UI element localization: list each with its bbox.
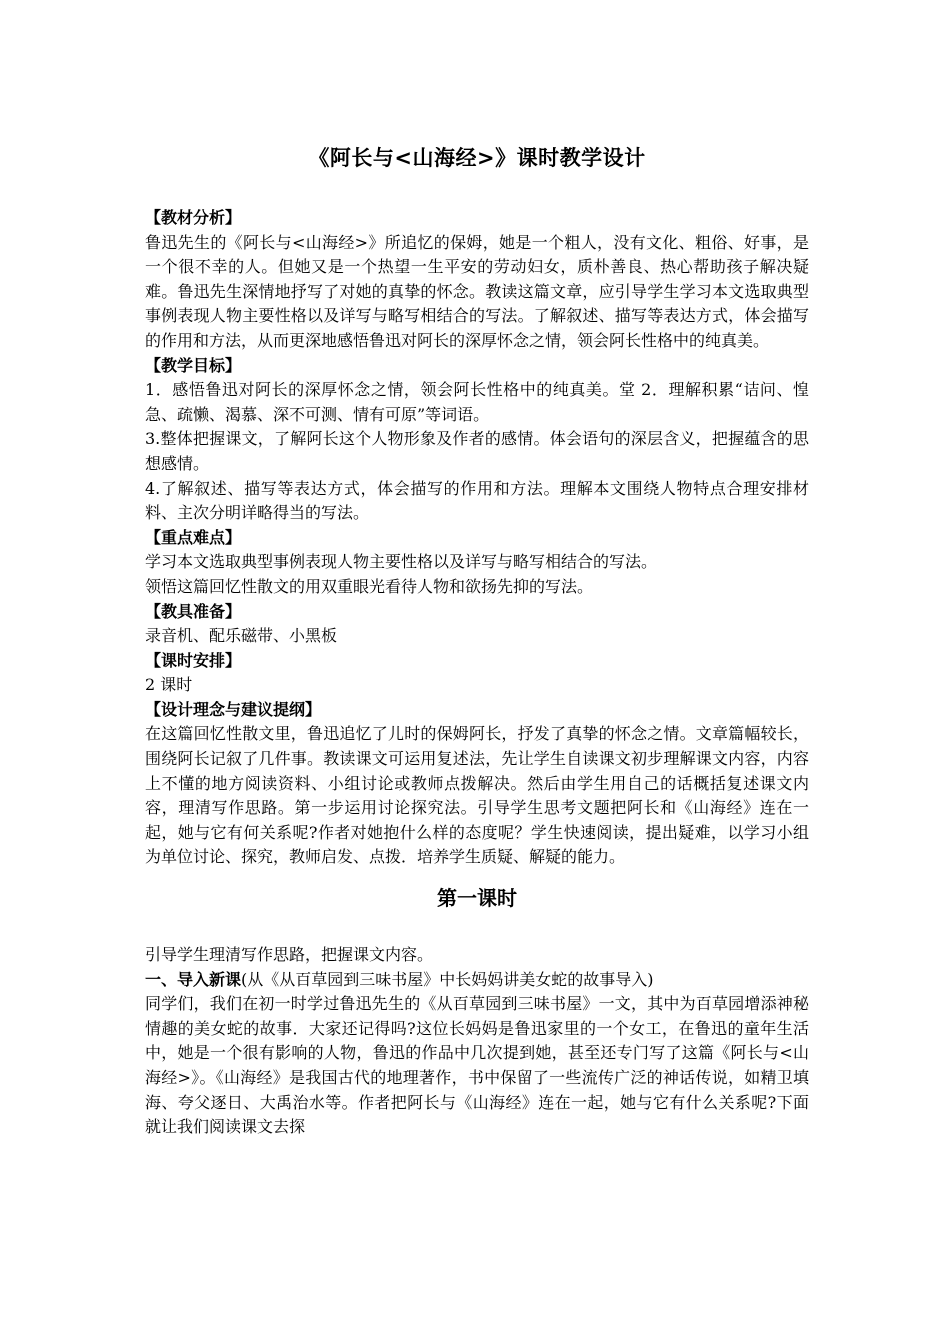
paragraph: 领悟这篇回忆性散文的用双重眼光看待人物和欲扬先抑的写法。 xyxy=(145,576,594,596)
paragraph: 学习本文选取典型事例表现人物主要性格以及详写与略写相结合的写法。 xyxy=(145,552,658,572)
section-heading: 【重点难点】 xyxy=(145,527,242,547)
section-heading: 【教材分析】 xyxy=(145,208,242,227)
section-schedule xyxy=(145,649,809,698)
paragraph: 同学们，我们在初一时学过鲁迅先生的《从百草园到三味书屋》一文，其中为百草园增添神秘情趣的美女蛇的故事．大家还记得吗?这位长妈妈是鲁迅家里的一个女工，在鲁迅的童年生活中，她是一个很有影响的人物，鲁迅的作品中几次提到她，甚至还专门写了这篇《阿长与<山海经>》。《山海经》是我国古代的地理著作，书中保留了一些流传广泛的神话传说，如精卫填海、夸父逐日、大禹治水等。作者把阿长与《山海经》连在一起，她与它有什么关系呢?下面就让我们阅读课文去探 xyxy=(145,994,809,1137)
document-title: 《阿长与<山海经>》课时教学设计 xyxy=(308,146,646,170)
section-textbook-analysis xyxy=(145,206,809,354)
chapter-title: 第一课时 xyxy=(437,886,517,911)
step-label: 一、导入新课 xyxy=(145,969,242,989)
section-design-concept xyxy=(145,698,809,870)
section-heading: 【设计理念与建议提纲】 xyxy=(145,699,322,719)
paragraph: 1．感悟鲁迅对阿长的深厚怀念之情，领会阿长性格中的纯真美。堂 2．理解积累“诘问、惶急、疏懒、渴慕、深不可测、情有可原”等词语。 xyxy=(145,380,809,424)
document-page xyxy=(145,143,809,1140)
section-heading: 【课时安排】 xyxy=(145,650,242,670)
paragraph: 2 课时 xyxy=(145,675,193,695)
section-teaching-goals xyxy=(145,354,809,526)
paragraph: 录音机、配乐磁带、小黑板 xyxy=(145,626,338,646)
section-key-points xyxy=(145,526,809,600)
section-heading: 【教具准备】 xyxy=(145,601,242,621)
section-teaching-aids xyxy=(145,600,809,649)
chapter-intro: 引导学生理清写作思路，把握课文内容。 xyxy=(145,945,434,965)
paragraph: 3.整体把握课文，了解阿长这个人物形象及作者的感情。体会语句的深层含义，把握蕴含的思想感情。 xyxy=(145,429,809,473)
section-heading: 【教学目标】 xyxy=(145,355,242,375)
paragraph: 在这篇回忆性散文里，鲁迅追忆了儿时的保姆阿长，抒发了真挚的怀念之情。文章篇幅较长，围绕阿长记叙了几件事。教读课文可运用复述法，先让学生自读课文初步理解课文内容，内容上不懂的地方阅读资料、小组讨论或教师点拨解决。然后由学生用自己的话概括复述课文内容，理清写作思路。第一步运用讨论探究法。引导学生思考文题把阿长和《山海经》连在一起，她与它有何关系呢?作者对她抱什么样的态度呢？学生快速阅读，提出疑难，以学习小组为单位讨论、探究，教师启发、点拨．培养学生质疑、解疑的能力。 xyxy=(145,724,809,867)
paragraph: 4.了解叙述、描写等表达方式，体会描写的作用和方法。理解本文围绕人物特点合理安排材料、主次分明详略得当的写法。 xyxy=(145,478,809,523)
step-heading xyxy=(145,968,809,993)
step-note: (从《从百草园到三味书屋》中长妈妈讲美女蛇的故事导入) xyxy=(241,969,654,989)
paragraph: 鲁迅先生的《阿长与<山海经>》所追忆的保姆，她是一个粗人，没有文化、粗俗、好事，是一个很不幸的人。但她又是一个热望一生平安的劳动妇女，质朴善良、热心帮助孩子解决疑难。鲁迅先生深情地抒写了对她的真挚的怀念。教读这篇文章，应引导学生学习本文选取典型事例表现人物主要性格以及详写与略写相结合的写法。了解叙述、描写等表达方式，体会描写的作用和方法，从而更深地感悟鲁迅对阿长的深厚怀念之情，领会阿长性格中的纯真美。 xyxy=(145,232,809,350)
